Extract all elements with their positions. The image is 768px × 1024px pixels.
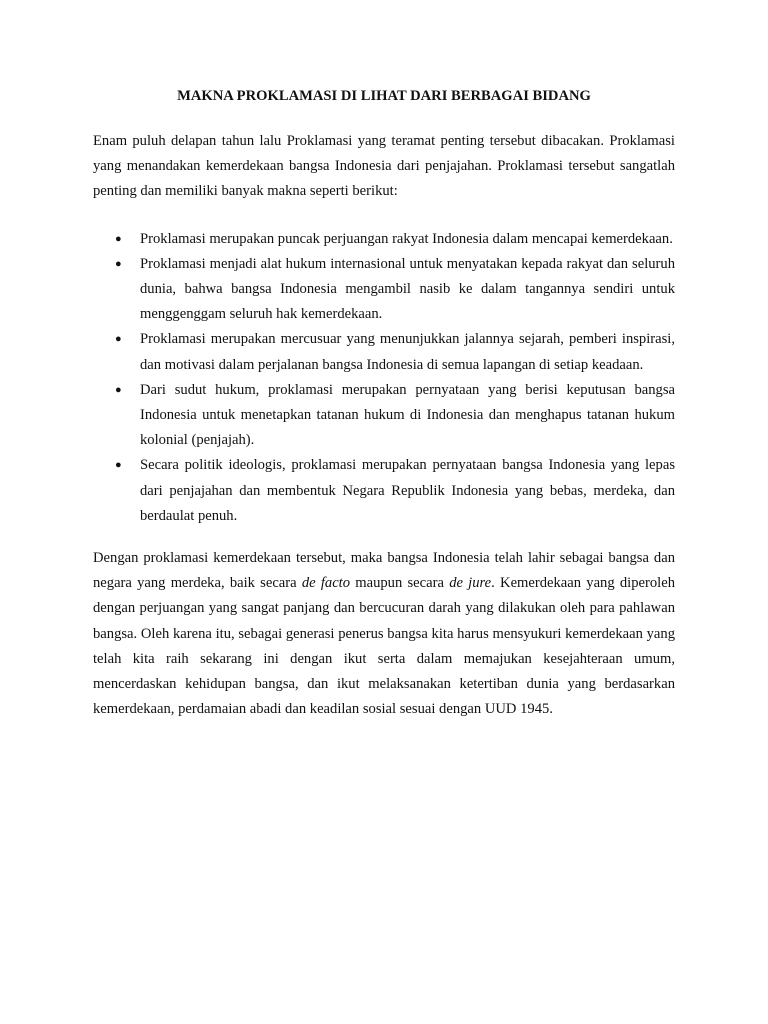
bullet-icon: ● xyxy=(115,333,122,346)
meaning-list xyxy=(93,227,675,529)
list-item xyxy=(93,453,675,529)
closing-text-part-1: Dengan proklamasi kemerdekaan tersebut, maka bangsa Indonesia telah lahir sebagai bangsa dan negara yang merdeka, baik secara xyxy=(93,550,675,592)
bullet-icon: ● xyxy=(115,383,122,396)
de-facto-term: de facto xyxy=(301,575,351,592)
list-item-text: Proklamasi menjadi alat hukum internasional untuk menyatakan kepada rakyat dan seluruh dunia, bahwa bangsa Indonesia mengambil nasib ke dalam tangannya sendiri untuk menggenggam seluruh hak kemerdekaan. xyxy=(140,255,675,323)
list-item-text: Dari sudut hukum, proklamasi merupakan pernyataan yang berisi keputusan bangsa Indonesia untuk menetapkan tatanan hukum di Indonesia dan menghapus tatanan hukum kolonial (penjajah). xyxy=(140,381,675,449)
list-item xyxy=(93,252,675,328)
closing-paragraph xyxy=(93,546,675,722)
bullet-icon: ● xyxy=(115,459,122,472)
list-item-text: Proklamasi merupakan mercusuar yang menunjukkan jalannya sejarah, pemberi inspirasi, dan motivasi dalam perjalanan bangsa Indonesia di semua lapangan di setiap keadaan. xyxy=(140,331,675,373)
list-item xyxy=(93,327,675,377)
closing-text-part-3: . Kemerdekaan yang diperoleh dengan perjuangan yang sangat panjang dan bercucuran darah yang dilakukan oleh para pahlawan bangsa. Oleh karena itu, sebagai generasi penerus bangsa kita harus mensyukuri kemerdekaan yang telah kita raih sekarang ini dengan ikut serta dalam memajukan kesejahteraan umum, mencerdaskan kehidupan bangsa, dan ikut melaksanakan ketertiban dunia yang berdasarkan kemerdekaan, perdamaian abadi dan keadilan sosial sesuai dengan UUD 1945. xyxy=(93,575,675,718)
closing-text-part-2: maupun secara xyxy=(350,575,450,592)
list-item-text: Proklamasi merupakan puncak perjuangan rakyat Indonesia dalam mencapai kemerdekaan. xyxy=(140,230,673,247)
intro-paragraph: Enam puluh delapan tahun lalu Proklamasi yang teramat penting tersebut dibacakan. Proklamasi yang menandakan kemerdekaan bangsa Indonesia dari penjajahan. Proklamasi tersebut sangatlah penting dan memiliki banyak makna seperti berikut: xyxy=(93,133,675,200)
list-item-text: Secara politik ideologis, proklamasi merupakan pernyataan bangsa Indonesia yang lepas dari penjajahan dan membentuk Negara Republik Indonesia yang bebas, merdeka, dan berdaulat penuh. xyxy=(140,457,675,524)
list-item xyxy=(93,378,675,454)
document-page xyxy=(93,84,675,722)
bullet-icon: ● xyxy=(115,257,122,270)
de-jure-term: de jure xyxy=(449,575,492,592)
bullet-icon: ● xyxy=(115,232,122,245)
list-item xyxy=(93,227,675,252)
document-title: MAKNA PROKLAMASI DI LIHAT DARI BERBAGAI BIDANG xyxy=(177,88,591,104)
